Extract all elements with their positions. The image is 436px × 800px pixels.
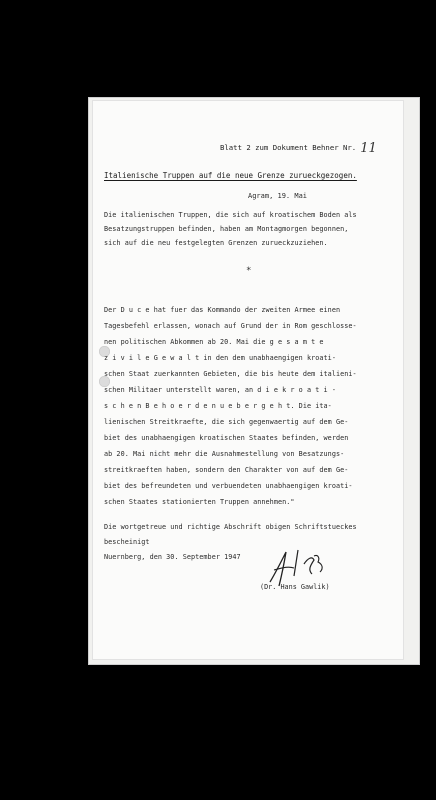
- certification-line: Nuernberg, den 30. September 1947: [104, 553, 241, 561]
- reference-label: Blatt 2 zum Dokument Behner Nr.: [220, 143, 357, 152]
- signatory-name: (Dr. Hans Gawlik): [260, 583, 330, 591]
- separator-mark: *: [246, 266, 252, 276]
- document-page: [92, 100, 404, 660]
- document-reference: [220, 141, 377, 156]
- body-line: streitkraeften haben, sondern den Charakter von auf dem Ge-: [104, 466, 349, 474]
- body-line: schen Militaer unterstellt waren, an d i e k r o a t i -: [104, 386, 336, 394]
- body-line: Der D u c e hat fuer das Kommando der zweiten Armee einen: [104, 306, 341, 314]
- body-line: z i v i l e G e w a l t in den dem unabhaengigen kroati-: [104, 354, 336, 362]
- certification-line: Die wortgetreue und richtige Abschrift obigen Schriftstueckes: [104, 523, 357, 531]
- intro-line: Die italienischen Truppen, die sich auf kroatischem Boden als: [104, 211, 357, 219]
- body-line: Tagesbefehl erlassen, wonach auf Grund der in Rom geschlosse-: [104, 322, 357, 330]
- body-line: ab 20. Mai nicht mehr die Ausnahmestellung von Besatzungs-: [104, 450, 345, 458]
- intro-line: Besatzungstruppen befinden, haben am Montagmorgen begonnen,: [104, 225, 349, 233]
- reference-number: 11: [360, 141, 377, 156]
- body-line: biet des unabhaengigen kroatischen Staates befinden, werden: [104, 434, 349, 442]
- body-line: nen politischen Abkommen ab 20. Mai die g e s a m t e: [104, 338, 324, 346]
- intro-line: sich auf die neu festgelegten Grenzen zurueckzuziehen.: [104, 239, 328, 247]
- body-line: s c h e n B e h o e r d e n u e b e r g e h t. Die ita-: [104, 402, 332, 410]
- body-line: lienischen Streitkraefte, die sich gegenwaertig auf dem Ge-: [104, 418, 349, 426]
- body-line: schen Staates stationierten Truppen annehmen.": [104, 498, 295, 506]
- place-date: Agram, 19. Mai: [248, 192, 308, 200]
- certification-line: bescheinigt: [104, 538, 150, 546]
- body-line: biet des befreundeten und verbuendeten unabhaengigen kroati-: [104, 482, 353, 490]
- body-line: schen Staat zuerkannten Gebieten, die bis heute dem italieni-: [104, 370, 357, 378]
- document-title: Italienische Truppen auf die neue Grenze zurueckgezogen.: [104, 171, 357, 180]
